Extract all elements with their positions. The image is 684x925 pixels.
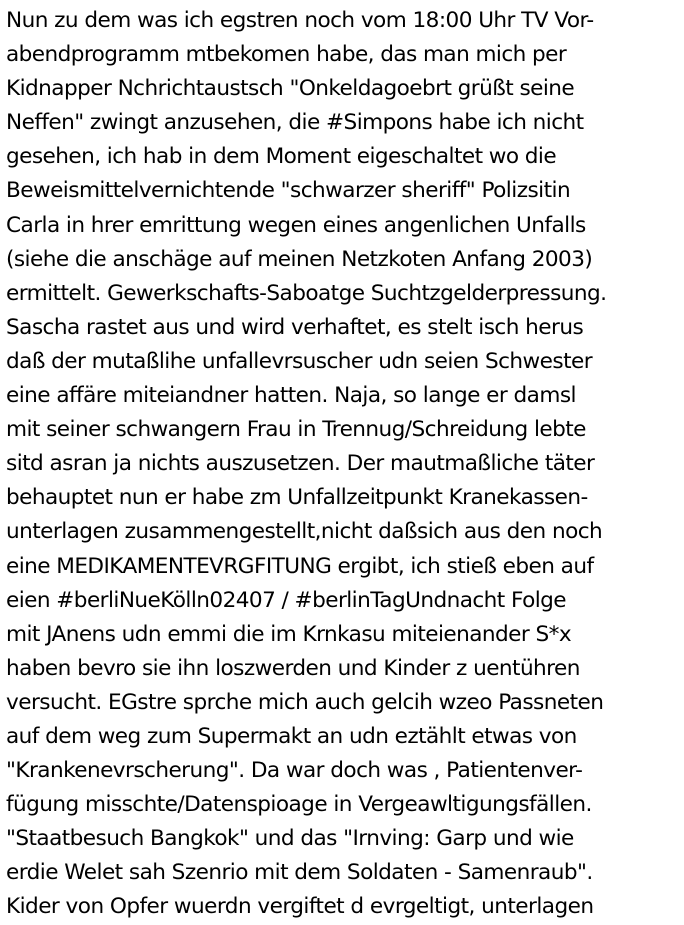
- text-line: Beweismittelvernichtende "schwarzer sheriff" Polizsitin: [6, 178, 571, 204]
- text-line: sitd asran ja nichts auszusetzen. Der mautmaßliche täter: [6, 451, 595, 477]
- text-line: mit JAnens udn emmi die im Krnkasu miteienander S*x: [6, 621, 572, 647]
- text-line: (siehe die anschäge auf meinen Netzkoten Anfang 2003): [6, 246, 593, 272]
- text-line: mit seiner schwangern Frau in Trennug/Schreidung lebte: [6, 417, 586, 443]
- text-line: gesehen, ich hab in dem Moment eigeschaltet wo die: [6, 144, 557, 170]
- text-line: fügung misschte/Datenspioage in Vergeawltigungsfällen.: [6, 792, 592, 818]
- text-line: abendprogramm mtbekomen habe, das man mich per: [6, 42, 567, 68]
- text-line: eine affäre miteiandner hatten. Naja, so lange er damsl: [6, 383, 576, 409]
- text-line: haben bevro sie ihn loszwerden und Kinder z uentühren: [6, 655, 580, 681]
- text-line: eien #berliNueKölln02407 / #berlinTagUndnacht Folge: [6, 587, 566, 613]
- text-line: Sascha rastet aus und wird verhaftet, es stelt isch herus: [6, 314, 584, 340]
- text-line: daß der mutaßlihe unfallevrsuscher udn seien Schwester: [6, 348, 593, 374]
- text-line: versucht. EGstre sprche mich auch gelcih wzeo Passneten: [6, 689, 604, 715]
- text-line: ermittelt. Gewerkschafts-Saboatge Suchtzgelderpressung.: [6, 280, 607, 306]
- text-line: erdie Welet sah Szenrio mit dem Soldaten - Samenraub".: [6, 860, 593, 886]
- text-line: auf dem weg zum Supermakt an udn eztählt etwas von: [6, 723, 577, 749]
- text-line: Neffen" zwingt anzusehen, die #Simpons habe ich nicht: [6, 110, 584, 136]
- text-line: Kider von Opfer wuerdn vergiftet d evrgeltigt, unterlagen: [6, 894, 594, 920]
- text-line: Carla in hrer emrittung wegen eines angenlichen Unfalls: [6, 212, 586, 238]
- text-line: behauptet nun er habe zm Unfallzeitpunkt Kranekassen-: [6, 485, 588, 511]
- text-line: "Krankenevrscherung". Da war doch was , Patientenver-: [6, 758, 583, 784]
- body-text: [6, 4, 684, 925]
- text-line: Kidnapper Nchrichtaustsch "Onkeldagoebrt grüßt seine: [6, 76, 575, 102]
- text-line: eine MEDIKAMENTEVRGFITUNG ergibt, ich stieß eben auf: [6, 553, 594, 579]
- text-line: "Staatbesuch Bangkok" und das "Irnving: Garp und wie: [6, 826, 574, 852]
- text-line: Nun zu dem was ich egstren noch vom 18:00 Uhr TV Vor-: [6, 8, 594, 33]
- text-line: unterlagen zusammengestellt,nicht daßsich aus den noch: [6, 519, 603, 545]
